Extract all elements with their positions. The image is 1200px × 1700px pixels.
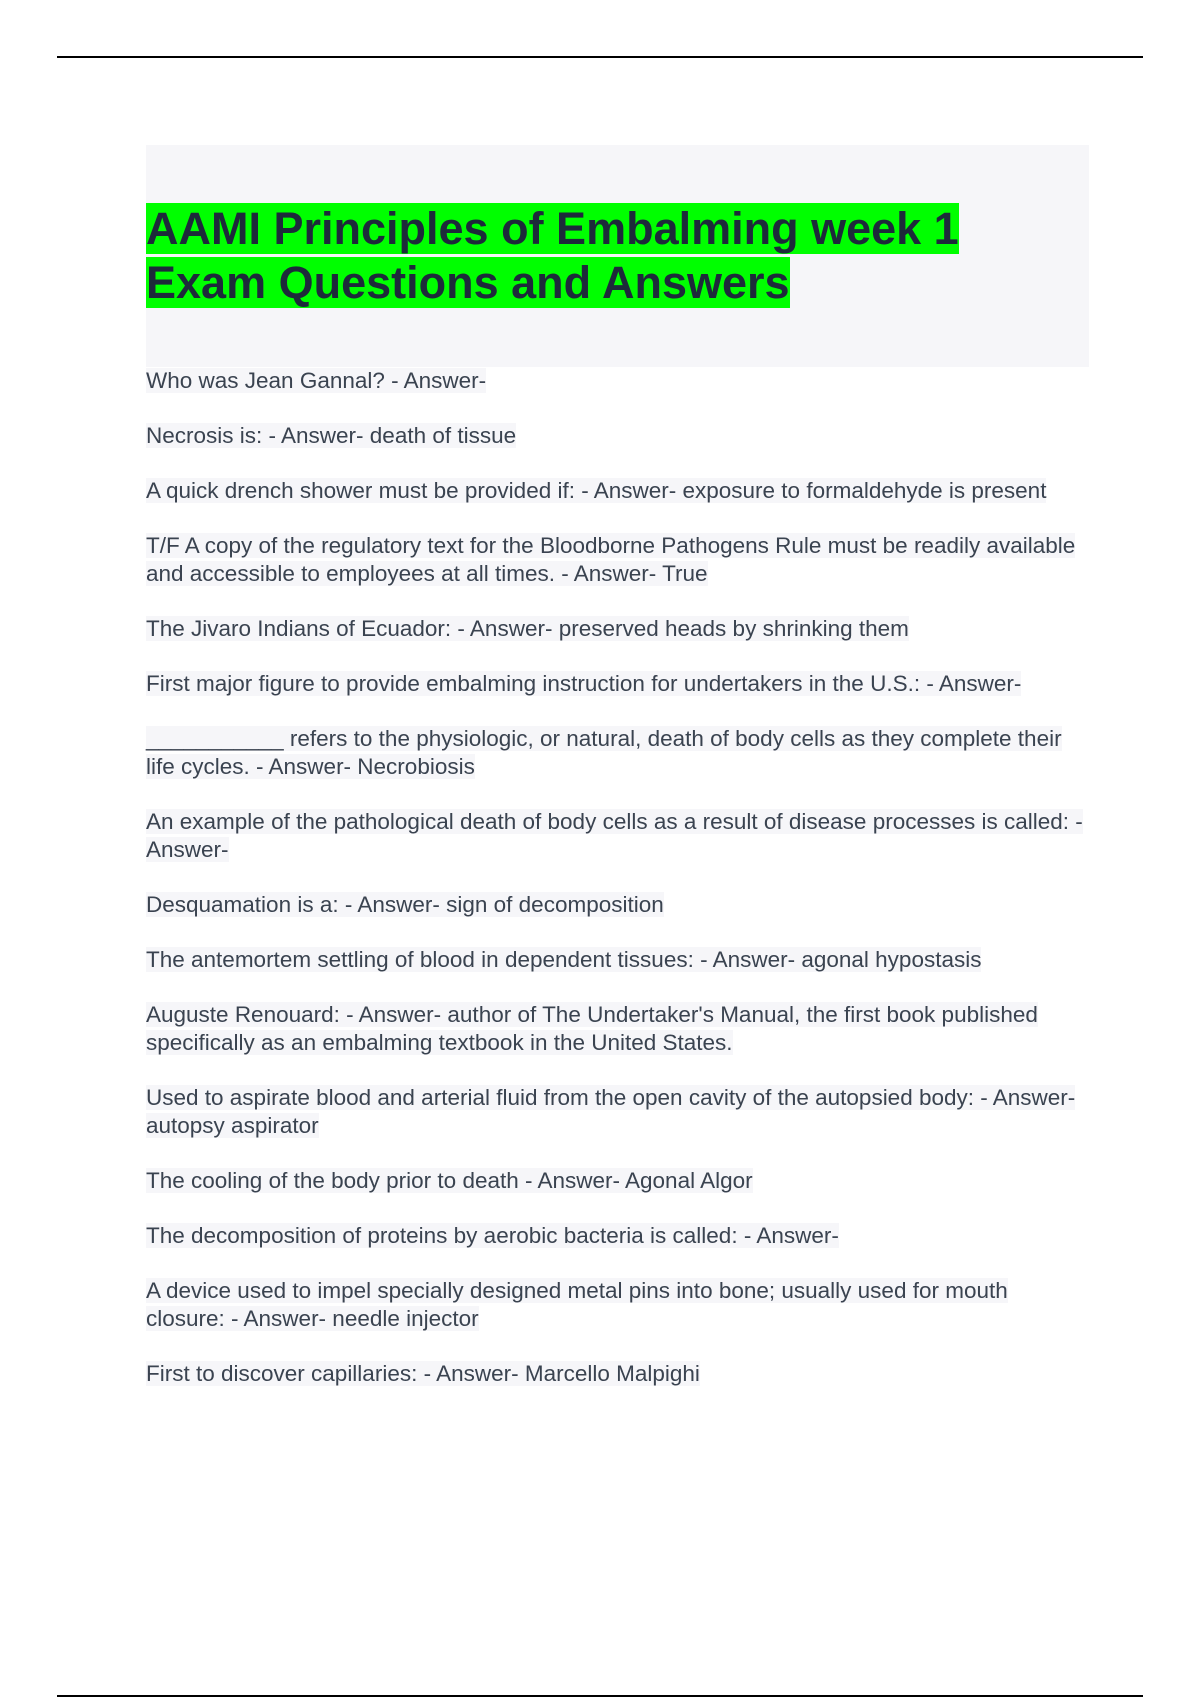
qa-text: A quick drench shower must be provided if: - Answer- exposure to formaldehyde is present [146, 478, 1047, 503]
qa-text: Used to aspirate blood and arterial fluid from the open cavity of the autopsied body: - Answer- autopsy aspirator [146, 1085, 1076, 1138]
qa-text: A device used to impel specially designed metal pins into bone; usually used for mouth closure: - Answer- needle injector [146, 1278, 1008, 1331]
bottom-rule [57, 1695, 1143, 1697]
qa-text: ___________ refers to the physiologic, or natural, death of body cells as they complete their life cycles. - Answer- Necrobiosis [146, 726, 1062, 779]
qa-item [146, 615, 1089, 643]
qa-item [146, 532, 1089, 588]
qa-text: The cooling of the body prior to death - Answer- Agonal Algor [146, 1168, 753, 1193]
qa-text: The decomposition of proteins by aerobic bacteria is called: - Answer- [146, 1223, 839, 1248]
title-block [146, 145, 1089, 367]
qa-list [146, 367, 1089, 1388]
qa-item [146, 891, 1089, 919]
qa-text: Necrosis is: - Answer- death of tissue [146, 423, 517, 448]
qa-item [146, 1001, 1089, 1057]
top-rule [57, 56, 1143, 58]
qa-item [146, 367, 1089, 395]
qa-item [146, 1084, 1089, 1140]
qa-text: The antemortem settling of blood in dependent tissues: - Answer- agonal hypostasis [146, 947, 982, 972]
qa-text: An example of the pathological death of body cells as a result of disease processes is called: - Answer- [146, 809, 1083, 862]
qa-item [146, 1167, 1089, 1195]
qa-text: Auguste Renouard: - Answer- author of The Undertaker's Manual, the first book published specifically as an embalming textbook in the United States. [146, 1002, 1038, 1055]
qa-item [146, 946, 1089, 974]
qa-item [146, 422, 1089, 450]
qa-text: Who was Jean Gannal? - Answer- [146, 368, 487, 393]
document-title [146, 202, 1089, 310]
qa-text: T/F A copy of the regulatory text for the Bloodborne Pathogens Rule must be readily available and accessible to employees at all times. - Answer- True [146, 533, 1076, 586]
qa-item [146, 725, 1089, 781]
document-title-text: AAMI Principles of Embalming week 1 Exam Questions and Answers [146, 203, 959, 308]
qa-item [146, 670, 1089, 698]
qa-text: First major figure to provide embalming instruction for undertakers in the U.S.: - Answer- [146, 671, 1022, 696]
qa-item [146, 1360, 1089, 1388]
qa-item [146, 1277, 1089, 1333]
qa-item [146, 477, 1089, 505]
qa-text: The Jivaro Indians of Ecuador: - Answer- preserved heads by shrinking them [146, 616, 909, 641]
qa-item [146, 808, 1089, 864]
qa-text: First to discover capillaries: - Answer- Marcello Malpighi [146, 1361, 700, 1386]
qa-item [146, 1222, 1089, 1250]
qa-text: Desquamation is a: - Answer- sign of decomposition [146, 892, 664, 917]
document-body [146, 145, 1089, 1388]
